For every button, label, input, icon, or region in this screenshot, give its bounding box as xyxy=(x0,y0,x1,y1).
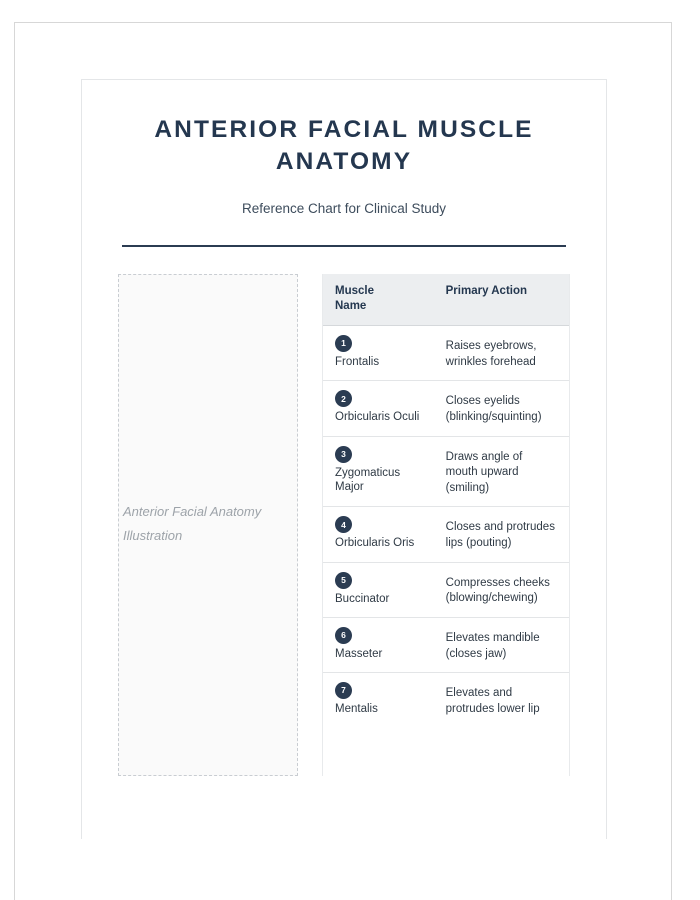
muscle-name-cell xyxy=(323,617,434,672)
document-sheet xyxy=(81,79,607,839)
primary-action-cell: Draws angle of mouth upward (smiling) xyxy=(434,436,569,507)
figure-placeholder xyxy=(118,274,298,776)
figure-caption-line-2: Illustration xyxy=(123,527,183,543)
muscle-name-cell xyxy=(323,507,434,562)
muscle-name-label: Zygomaticus Major xyxy=(335,466,401,494)
primary-action-cell: Compresses cheeks (blowing/chewing) xyxy=(434,562,569,617)
column-header-muscle-name-line-2: Name xyxy=(335,299,367,312)
table-row xyxy=(323,436,569,507)
figure-caption-line-1: Anterior Facial Anatomy xyxy=(123,503,262,519)
title-divider xyxy=(122,245,566,247)
muscle-name-label: Masseter xyxy=(335,647,383,660)
page-title: ANTERIOR FACIAL MUSCLE ANATOMY xyxy=(154,116,534,176)
column-header-muscle-name xyxy=(323,274,434,326)
table-row xyxy=(323,326,569,381)
page-subtitle: Reference Chart for Clinical Study xyxy=(241,200,447,216)
table-row xyxy=(323,562,569,617)
primary-action-cell: Elevates and protrudes lower lip xyxy=(445,687,540,715)
table-row xyxy=(323,673,569,728)
table-row xyxy=(323,617,569,672)
muscle-name-label: Mentalis xyxy=(335,703,378,716)
row-number-badge: 2 xyxy=(335,390,352,407)
muscle-table-container xyxy=(322,274,570,776)
muscle-name-cell xyxy=(323,673,434,728)
table-head xyxy=(323,274,569,326)
muscle-name-cell xyxy=(323,381,434,436)
page-canvas xyxy=(14,22,672,900)
muscle-name-label: Orbicularis Oris xyxy=(335,537,415,550)
muscle-name-cell xyxy=(323,562,434,617)
row-number-badge: 3 xyxy=(335,446,352,463)
primary-action-cell: Closes and protrudes lips (pouting) xyxy=(434,507,569,562)
table-header-row xyxy=(323,274,569,326)
muscle-name-label: Orbicularis Oculi xyxy=(335,411,420,424)
muscle-name-cell xyxy=(323,436,434,507)
row-number-badge: 6 xyxy=(335,627,352,644)
muscle-name-label: Buccinator xyxy=(335,592,390,605)
content-row xyxy=(118,274,570,776)
column-header-muscle-name-line-1: Muscle xyxy=(335,284,374,297)
muscle-name-cell xyxy=(323,326,434,381)
muscle-name-label: Frontalis xyxy=(335,356,380,368)
row-number-badge: 4 xyxy=(335,516,352,533)
table-body xyxy=(323,326,569,728)
figure-caption xyxy=(119,500,297,548)
row-number-badge: 7 xyxy=(335,682,352,699)
table-row xyxy=(323,381,569,436)
row-number-badge: 5 xyxy=(335,572,352,589)
table-row xyxy=(323,507,569,562)
primary-action-cell: Closes eyelids (blinking/squinting) xyxy=(434,381,569,436)
row-number-badge: 1 xyxy=(335,335,352,352)
document-body xyxy=(82,80,606,776)
primary-action-cell: Raises eyebrows, wrinkles forehead xyxy=(434,326,569,381)
muscle-table xyxy=(323,274,569,728)
primary-action-cell: Elevates mandible (closes jaw) xyxy=(434,617,569,672)
column-header-primary-action: Primary Action xyxy=(434,274,569,326)
